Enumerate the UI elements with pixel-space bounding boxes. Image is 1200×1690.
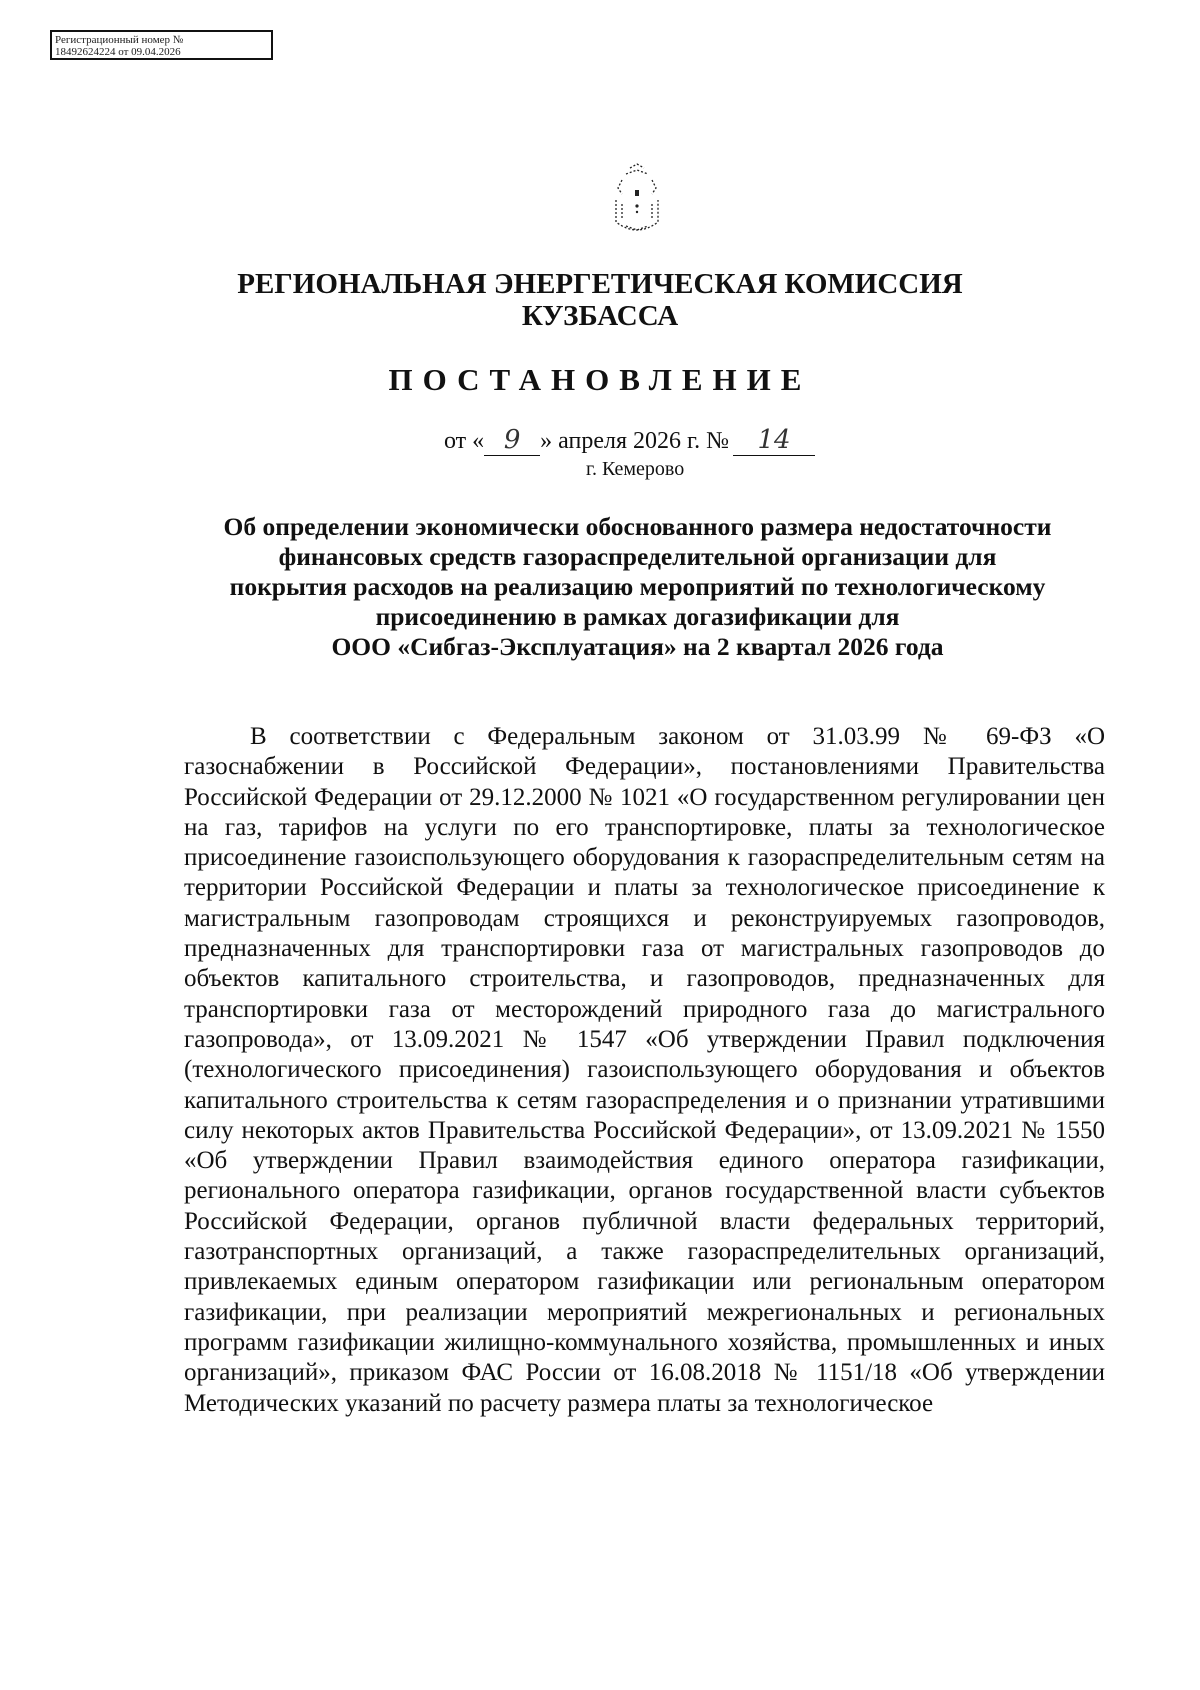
handwritten-number: 14	[733, 425, 815, 456]
city: г. Кемерово	[586, 458, 685, 480]
subject-line4: присоединению в рамках догазификации для	[375, 602, 900, 631]
organization-name-line2: КУЗБАССА	[521, 300, 679, 332]
registration-stamp-line2: 18492624224 от 09.04.2026	[55, 46, 181, 58]
subject-line3: покрытия расходов на реализацию мероприятий по технологическому	[229, 572, 1046, 601]
subject-line1: Об определении экономически обоснованного размера недостаточности	[223, 512, 1052, 541]
registration-stamp	[50, 30, 273, 60]
document-subject	[170, 512, 1105, 662]
handwritten-day: 9	[484, 425, 540, 456]
subject-line2: финансовых средств газораспределительной организации для	[278, 542, 997, 571]
registration-stamp-line1: Регистрационный номер №	[55, 34, 184, 46]
document-type-title: ПОСТАНОВЛЕНИЕ	[388, 362, 812, 397]
coat-of-arms-icon	[608, 160, 666, 240]
subject-line5: ООО «Сибгаз-Эксплуатация» на 2 квартал 2026 года	[331, 632, 944, 661]
organization-name-line1: РЕГИОНАЛЬНАЯ ЭНЕРГЕТИЧЕСКАЯ КОМИССИЯ	[237, 268, 963, 300]
date-number-line	[444, 425, 815, 456]
date-middle: » апреля 2026 г. №	[540, 428, 730, 454]
date-prefix: от «	[444, 428, 485, 454]
body-text	[184, 722, 1105, 1419]
body-paragraph: В соответствии с Федеральным законом от 31.03.99 № 69-ФЗ «О газоснабжении в Российской Федерации», постановлениями Правительства Российской Федерации от 29.12.2000 № 1021 «О государственном регулировании цен на газ, тарифов на услуги по его транспортировке, платы за технологическое присоединение газоиспользующего оборудования к газораспределительным сетям на территории Российской Федерации и платы за технологическое присоединение к магистральным газопроводам строящихся и реконструируемых газопроводов, предназначенных для транспортировки газа от магистральных газопроводов до объектов капитального строительства, и газопроводов, предназначенных для транспортировки газа от месторождений природного газа до магистрального газопровода», от 13.09.2021 № 1547 «Об утверждении Правил подключения (технологического присоединения) газоиспользующего оборудования и объектов капитального строительства к сетям газораспределения и о признании утратившими силу некоторых актов Правительства Российской Федерации», от 13.09.2021 № 1550 «Об утверждении Правил взаимодействия единого оператора газификации, регионального оператора газификации, органов государственной власти субъектов Российской Федерации, органов публичной власти федеральных территорий, газотранспортных организаций, а также газораспределительных организаций, привлекаемых единым оператором газификации или региональным оператором газификации, при реализации мероприятий межрегиональных и региональных программ газификации жилищно-коммунального хозяйства, промышленных и иных организаций», приказом ФАС России от 16.08.2018 № 1151/18 «Об утверждении Методических указаний по расчету размера платы за технологическое	[184, 723, 1105, 1417]
organization-name	[0, 268, 1200, 332]
